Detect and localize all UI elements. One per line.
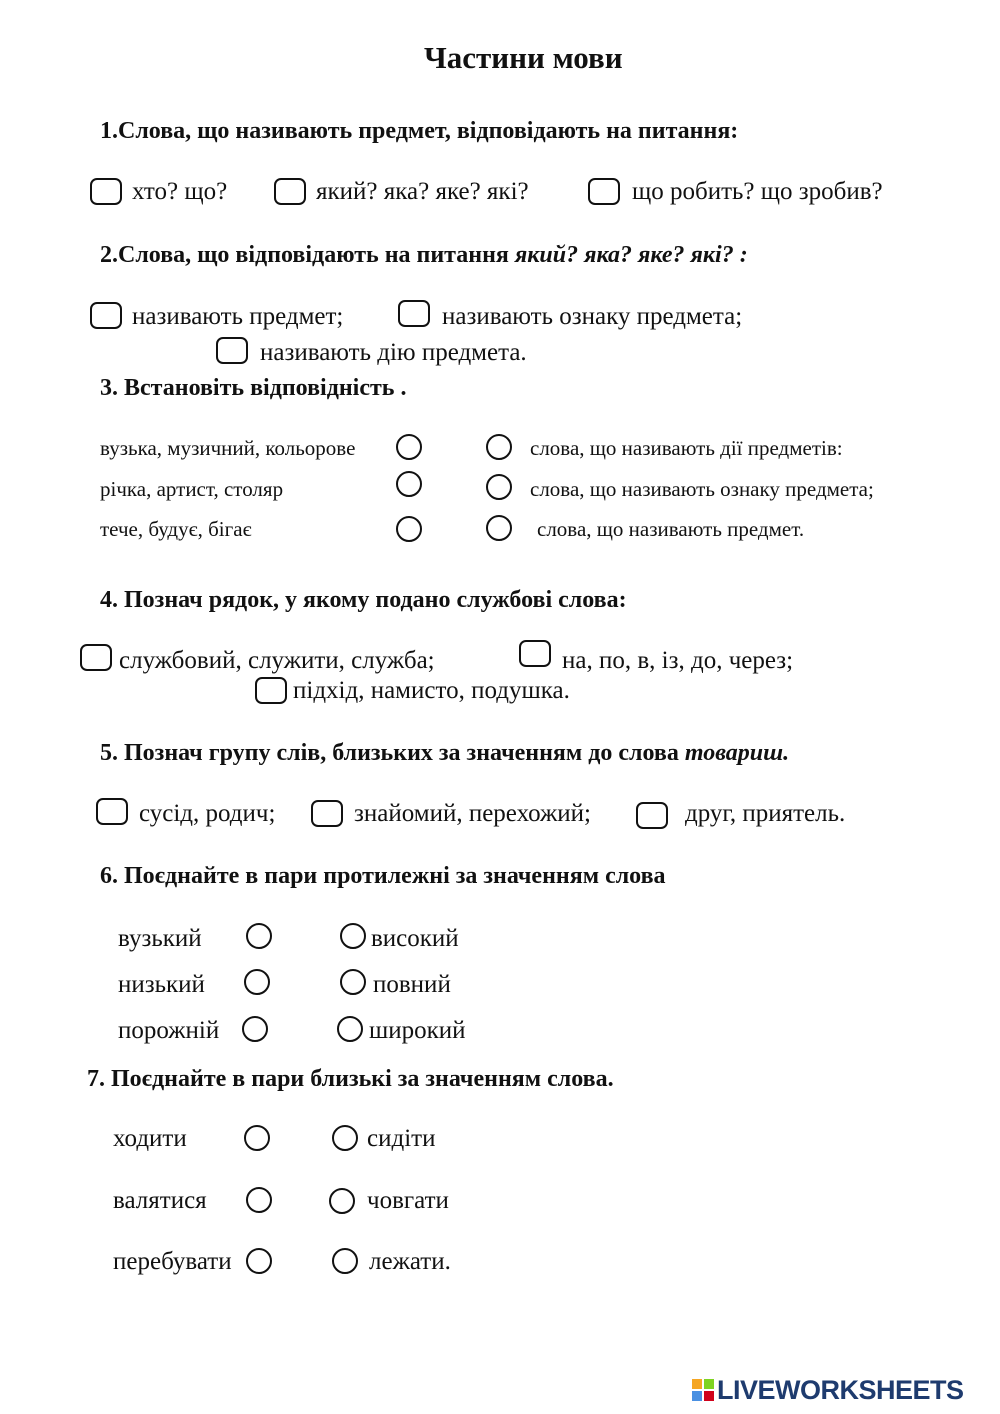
- q6-right-word-2: повний: [373, 971, 451, 998]
- logo-square-1: [692, 1379, 702, 1389]
- q6-left-word-1: вузький: [118, 925, 202, 952]
- question-6-heading: 6. Поєднайте в пари протилежні за значенням слова: [100, 863, 666, 889]
- question-2-heading-text: 2.Слова, що відповідають на питання: [100, 242, 515, 268]
- q1-checkbox-1[interactable]: [90, 178, 122, 205]
- q4-checkbox-2[interactable]: [519, 640, 551, 667]
- logo-square-4: [704, 1391, 714, 1401]
- question-5-heading-text: 5. Познач групу слів, близьких за значенням до слова: [100, 740, 685, 766]
- q1-option-3: що робить? що зробив?: [632, 178, 883, 205]
- q1-option-1: хто? що?: [132, 178, 228, 205]
- q7-left-circle-2[interactable]: [246, 1187, 272, 1213]
- question-7-heading: 7. Поєднайте в пари близькі за значенням слова.: [87, 1066, 614, 1092]
- q1-checkbox-2[interactable]: [274, 178, 306, 205]
- q7-right-circle-1[interactable]: [332, 1125, 358, 1151]
- q6-left-word-3: порожній: [118, 1017, 220, 1044]
- q2-checkbox-1[interactable]: [90, 302, 122, 329]
- liveworksheets-logo[interactable]: [692, 1375, 964, 1405]
- question-3-heading: 3. Встановіть відповідність .: [100, 375, 407, 401]
- q3-right-circle-1[interactable]: [486, 434, 512, 460]
- q4-option-2: на, по, в, із, до, через;: [562, 647, 794, 674]
- question-4-heading: 4. Познач рядок, у якому подано службові слова:: [100, 587, 627, 613]
- q2-checkbox-3[interactable]: [216, 337, 248, 364]
- q3-left-item-3: тече, будує, бігає: [100, 517, 252, 541]
- q7-right-word-3: лежати.: [369, 1248, 451, 1275]
- q7-left-word-2: валятися: [113, 1187, 207, 1214]
- q6-left-word-2: низький: [118, 971, 205, 998]
- q5-option-1: сусід, родич;: [139, 800, 276, 827]
- q6-right-circle-1[interactable]: [340, 923, 366, 949]
- q2-option-1: називають предмет;: [132, 303, 344, 330]
- q6-right-circle-2[interactable]: [340, 969, 366, 995]
- q3-left-item-1: вузька, музичний, кольорове: [100, 436, 356, 460]
- q3-right-circle-3[interactable]: [486, 515, 512, 541]
- q3-right-item-2: слова, що називають ознаку предмета;: [530, 477, 874, 501]
- q5-checkbox-2[interactable]: [311, 800, 343, 827]
- logo-squares-icon: [692, 1379, 714, 1401]
- q3-right-circle-2[interactable]: [486, 474, 512, 500]
- q3-left-circle-1[interactable]: [396, 434, 422, 460]
- q5-option-3: друг, приятель.: [685, 800, 846, 827]
- q2-checkbox-2[interactable]: [398, 300, 430, 327]
- q1-option-2: який? яка? яке? які?: [316, 178, 529, 205]
- question-5-heading: [100, 740, 789, 767]
- q6-right-word-3: широкий: [369, 1017, 466, 1044]
- q2-option-3: називають дію предмета.: [260, 339, 527, 366]
- q7-left-circle-3[interactable]: [246, 1248, 272, 1274]
- q4-option-3: підхід, намисто, подушка.: [293, 677, 570, 704]
- q6-left-circle-2[interactable]: [244, 969, 270, 995]
- q3-right-item-1: слова, що називають дії предметів:: [530, 436, 843, 460]
- q2-option-2: називають ознаку предмета;: [442, 303, 743, 330]
- q7-right-word-2: човгати: [367, 1187, 449, 1214]
- q3-left-item-2: річка, артист, столяр: [100, 477, 284, 501]
- q7-left-word-3: перебувати: [113, 1248, 232, 1275]
- q6-right-word-1: високий: [371, 925, 459, 952]
- logo-square-2: [704, 1379, 714, 1389]
- question-1-heading: 1.Слова, що називають предмет, відповідають на питання:: [100, 118, 739, 144]
- q7-left-word-1: ходити: [113, 1125, 187, 1152]
- q3-left-circle-2[interactable]: [396, 471, 422, 497]
- q3-right-item-3: слова, що називають предмет.: [537, 517, 805, 541]
- q7-right-word-1: сидіти: [367, 1125, 436, 1152]
- q4-checkbox-3[interactable]: [255, 677, 287, 704]
- q3-left-circle-3[interactable]: [396, 516, 422, 542]
- q5-checkbox-1[interactable]: [96, 798, 128, 825]
- q6-right-circle-3[interactable]: [337, 1016, 363, 1042]
- logo-text: LIVEWORKSHEETS: [717, 1374, 964, 1405]
- q7-left-circle-1[interactable]: [244, 1125, 270, 1151]
- q4-option-1: службовий, служити, служба;: [119, 647, 435, 674]
- question-5-heading-italic: товариш.: [684, 740, 790, 766]
- logo-square-3: [692, 1391, 702, 1401]
- q7-right-circle-2[interactable]: [329, 1188, 355, 1214]
- q4-checkbox-1[interactable]: [80, 644, 112, 671]
- page-title: Частини мови: [424, 40, 623, 75]
- q5-checkbox-3[interactable]: [636, 802, 668, 829]
- question-2-heading: [100, 242, 748, 269]
- question-2-heading-italic: який? яка? яке? які? :: [514, 242, 748, 268]
- q5-option-2: знайомий, перехожий;: [354, 800, 591, 827]
- q1-checkbox-3[interactable]: [588, 178, 620, 205]
- q7-right-circle-3[interactable]: [332, 1248, 358, 1274]
- q6-left-circle-1[interactable]: [246, 923, 272, 949]
- q6-left-circle-3[interactable]: [242, 1016, 268, 1042]
